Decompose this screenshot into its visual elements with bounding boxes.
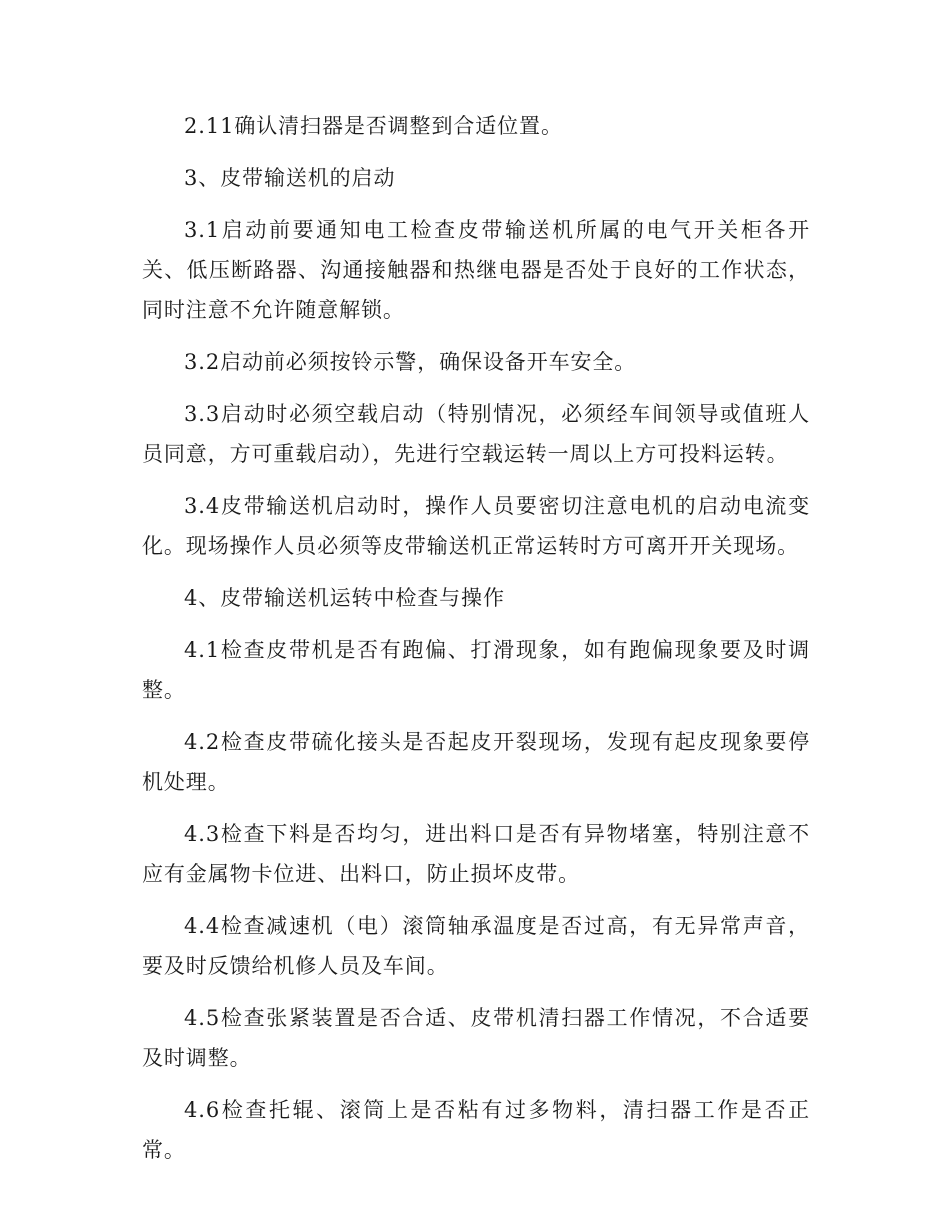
paragraph-4-6: 4.6检查托辊、滚筒上是否粘有过多物料，清扫器工作是否正常。 xyxy=(142,1098,810,1162)
paragraph-2-11: 2.11确认清扫器是否调整到合适位置。 xyxy=(184,114,563,138)
paragraph-3-1: 3.1启动前要通知电工检查皮带输送机所属的电气开关柜各开关、低压断路器、沟通接触器和热继电器是否处于良好的工作状态，同时注意不允许随意解锁。 xyxy=(142,218,810,322)
paragraph-3-2: 3.2启动前必须按铃示警，确保设备开车安全。 xyxy=(184,350,637,374)
paragraph-4-3: 4.3检查下料是否均匀，进出料口是否有异物堵塞，特别注意不应有金属物卡位进、出料口，防止损坏皮带。 xyxy=(142,822,810,886)
paragraph-3-3: 3.3启动时必须空载启动（特别情况，必须经车间领导或值班人员同意，方可重载启动），先进行空载运转一周以上方可投料运转。 xyxy=(142,402,810,466)
paragraph-4-5: 4.5检查张紧装置是否合适、皮带机清扫器工作情况，不合适要及时调整。 xyxy=(142,1006,810,1070)
paragraph-4-1: 4.1检查皮带机是否有跑偏、打滑现象，如有跑偏现象要及时调整。 xyxy=(142,638,810,702)
paragraph-4-4: 4.4检查减速机（电）滚筒轴承温度是否过高，有无异常声音，要及时反馈给机修人员及车间。 xyxy=(142,914,810,978)
document-page xyxy=(142,106,810,1182)
heading-section-4: 4、皮带输送机运转中检查与操作 xyxy=(184,586,505,610)
paragraph-3-4: 3.4皮带输送机启动时，操作人员要密切注意电机的启动电流变化。现场操作人员必须等皮带输送机正常运转时方可离开开关现场。 xyxy=(142,494,810,558)
heading-section-3: 3、皮带输送机的启动 xyxy=(184,166,396,190)
paragraph-4-2: 4.2检查皮带硫化接头是否起皮开裂现场，发现有起皮现象要停机处理。 xyxy=(142,730,810,794)
